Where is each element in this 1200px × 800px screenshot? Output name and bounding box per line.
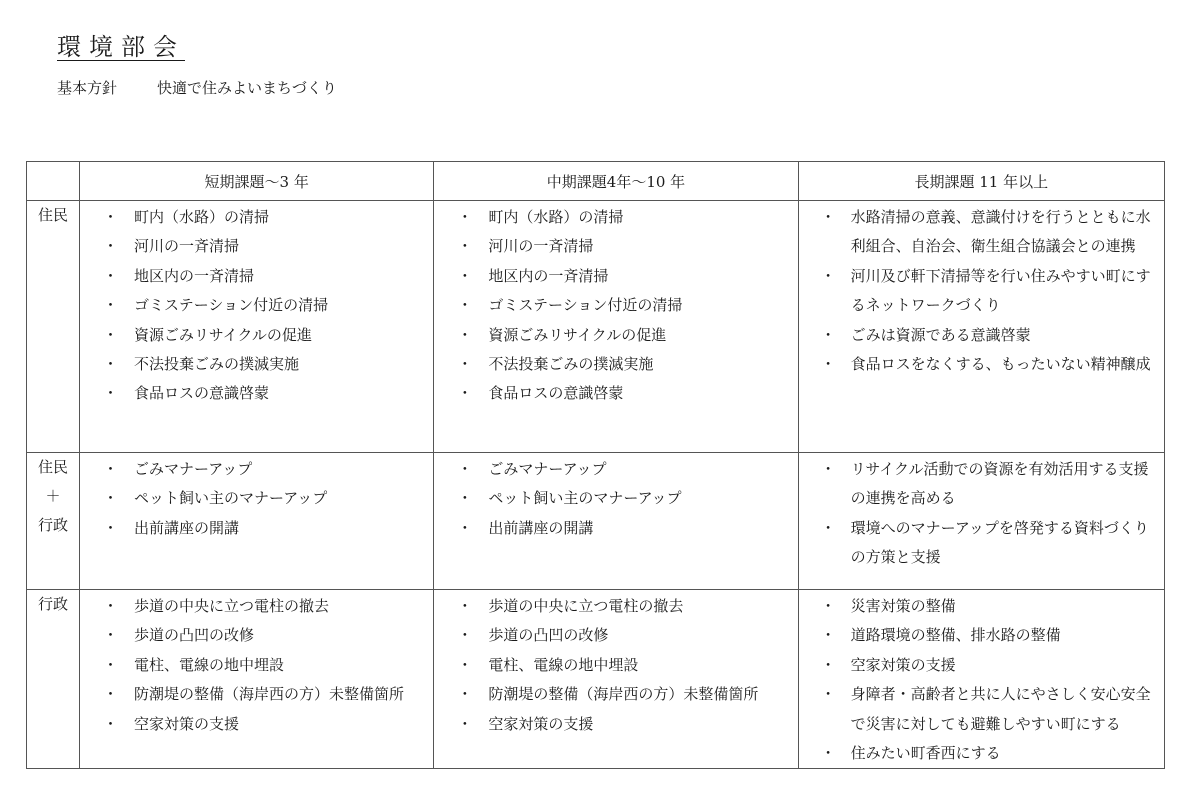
long-term-list (799, 453, 1164, 573)
list-item: ・ 歩道の凸凹の改修 (80, 621, 425, 650)
table-row-residents-and-government (27, 453, 1165, 590)
list-item: ・ 住みたい町香西にする (799, 739, 1156, 768)
header-mid-term: 中期課題4年〜10 年 (434, 162, 798, 201)
list-item: ・ 資源ごみリサイクルの促進 (80, 321, 425, 350)
table-row-government (27, 590, 1165, 769)
list-item: ・ 町内（水路）の清掃 (434, 203, 789, 232)
basic-policy-text: 快適で住みよいまちづくり (157, 79, 337, 97)
list-item: ・ ごみは資源である意識啓蒙 (799, 321, 1156, 350)
header-actor (27, 162, 80, 201)
long-term-list (799, 590, 1164, 768)
actor-cell-government: 行政 (27, 590, 80, 769)
short-term-list (80, 453, 433, 543)
list-item: ・ 防潮堤の整備（海岸西の方）未整備箇所 (80, 680, 425, 709)
actor-line: ＋ (45, 487, 61, 505)
actor-line: 住民 (38, 458, 69, 476)
actor-cell-residents-and-government (27, 453, 80, 590)
list-item: ・ ごみマナーアップ (434, 455, 789, 484)
list-item: ・ 電柱、電線の地中埋設 (434, 651, 789, 680)
list-item: ・ 資源ごみリサイクルの促進 (434, 321, 789, 350)
long-term-cell (798, 590, 1164, 769)
plan-table (26, 161, 1165, 769)
mid-term-cell (434, 453, 798, 590)
list-item: ・ 空家対策の支援 (799, 651, 1156, 680)
short-term-list (80, 201, 433, 409)
page-title: 環境部会 (57, 33, 185, 61)
list-item: ・ 電柱、電線の地中埋設 (80, 651, 425, 680)
list-item: ・ 出前講座の開講 (80, 514, 425, 543)
list-item: ・ 歩道の中央に立つ電柱の撤去 (434, 592, 789, 621)
mid-term-list (434, 453, 797, 543)
list-item: ・ 不法投棄ごみの撲滅実施 (434, 350, 789, 379)
list-item: ・ 防潮堤の整備（海岸西の方）未整備箇所 (434, 680, 789, 709)
long-term-cell (798, 453, 1164, 590)
list-item: ・ 歩道の中央に立つ電柱の撤去 (80, 592, 425, 621)
list-item: ・ 道路環境の整備、排水路の整備 (799, 621, 1156, 650)
actor-line: 行政 (38, 516, 69, 534)
list-item: ・ ごみマナーアップ (80, 455, 425, 484)
short-term-cell (80, 590, 434, 769)
list-item: ・ 食品ロスをなくする、もったいない精神醸成 (799, 350, 1156, 379)
list-item: ・ 空家対策の支援 (80, 710, 425, 739)
list-item: ・ 河川の一斉清掃 (80, 232, 425, 261)
list-item: ・ 河川の一斉清掃 (434, 232, 789, 261)
header-long-term: 長期課題 11 年以上 (798, 162, 1164, 201)
header-row (27, 162, 1165, 201)
list-item: ・ 水路清掃の意義、意識付けを行うとともに水利組合、自治会、衛生組合協議会との連携 (799, 203, 1156, 262)
actor-cell-residents: 住民 (27, 201, 80, 453)
list-item: ・ ゴミステーション付近の清掃 (80, 291, 425, 320)
basic-policy (57, 77, 337, 99)
list-item: ・ ゴミステーション付近の清掃 (434, 291, 789, 320)
table-row-residents (27, 201, 1165, 453)
mid-term-list (434, 201, 797, 409)
list-item: ・ 環境へのマナーアップを啓発する資料づくりの方策と支援 (799, 514, 1156, 573)
list-item: ・ 出前講座の開講 (434, 514, 789, 543)
list-item: ・ リサイクル活動での資源を有効活用する支援の連携を高める (799, 455, 1156, 514)
list-item: ・ 食品ロスの意識啓蒙 (434, 379, 789, 408)
header-short-term: 短期課題〜3 年 (80, 162, 434, 201)
list-item: ・ ペット飼い主のマナーアップ (80, 484, 425, 513)
list-item: ・ 歩道の凸凹の改修 (434, 621, 789, 650)
list-item: ・ 身障者・高齢者と共に人にやさしく安心安全で災害に対しても避難しやすい町にする (799, 680, 1156, 739)
basic-policy-label: 基本方針 (57, 79, 118, 97)
list-item: ・ ペット飼い主のマナーアップ (434, 484, 789, 513)
mid-term-cell (434, 201, 798, 453)
list-item: ・ 町内（水路）の清掃 (80, 203, 425, 232)
short-term-list (80, 590, 433, 739)
short-term-cell (80, 201, 434, 453)
list-item: ・ 地区内の一斉清掃 (434, 262, 789, 291)
list-item: ・ 河川及び軒下清掃等を行い住みやすい町にするネットワークづくり (799, 262, 1156, 321)
mid-term-cell (434, 590, 798, 769)
short-term-cell (80, 453, 434, 590)
list-item: ・ 地区内の一斉清掃 (80, 262, 425, 291)
list-item: ・ 災害対策の整備 (799, 592, 1156, 621)
long-term-cell (798, 201, 1164, 453)
long-term-list (799, 201, 1164, 379)
mid-term-list (434, 590, 797, 739)
list-item: ・ 空家対策の支援 (434, 710, 789, 739)
list-item: ・ 食品ロスの意識啓蒙 (80, 379, 425, 408)
list-item: ・ 不法投棄ごみの撲滅実施 (80, 350, 425, 379)
